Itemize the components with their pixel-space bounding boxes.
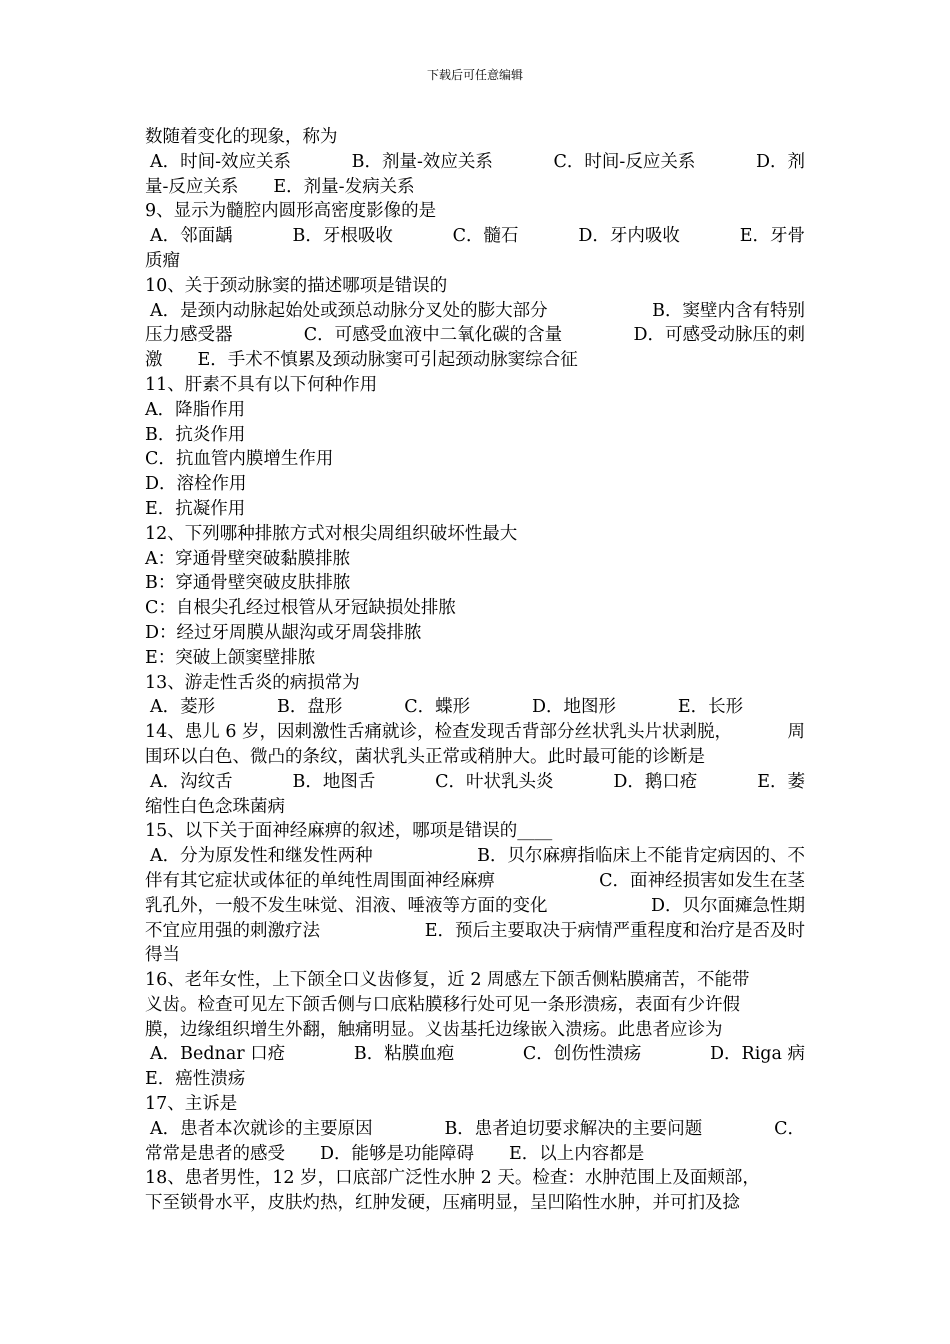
text-line: 13、游走性舌炎的病损常为 (145, 672, 360, 693)
text-line: C：自根尖孔经过根管从牙冠缺损处排脓 (145, 598, 456, 619)
text-segment: E．萎 (757, 771, 805, 792)
text-line: D：经过牙周膜从龈沟或牙周袋排脓 (145, 622, 422, 643)
text-segment: B．盘形 (276, 697, 343, 718)
text-line (145, 1191, 805, 1216)
text-line: C．抗血管内膜增生作用 (145, 449, 334, 470)
text-line (145, 1166, 805, 1191)
text-line (145, 968, 805, 993)
text-segment: 下至锁骨水平，皮肤灼热，红肿发硬，压痛明显，呈凹陷性水肿，并可扪及捻 (145, 1193, 740, 1214)
text-segment: B．牙根吸收 (292, 226, 393, 247)
text-line: A．降脂作用 (145, 399, 246, 420)
text-segment: B．地图舌 (292, 771, 376, 792)
text-segment: B．贝尔麻痹指临床上不能肯定病因的、不 (477, 846, 805, 867)
text-segment: B．窦壁内含有特别 (652, 300, 805, 321)
text-line: 围环以白色、微凸的条纹，菌状乳头正常或稍肿大。此时最可能的诊断是 (145, 746, 705, 767)
text-segment: A．邻面龋 (150, 226, 233, 247)
text-segment: C．时间-反应关系 (553, 151, 696, 172)
text-line: 膜，边缘组织增生外翻，触痛明显。义齿基托边缘嵌入溃疡。此患者应诊为 (145, 1019, 723, 1040)
text-line: D．溶栓作用 (145, 474, 247, 495)
text-segment: D．地图形 (531, 697, 616, 718)
text-segment: 乳孔外，一般不发生味觉、泪液、唾液等方面的变化 (145, 895, 548, 916)
text-segment: D．鹅口疮 (613, 771, 698, 792)
text-segment: D．Riga 病 (709, 1044, 805, 1065)
text-segment: 不宜应用强的刺激疗法 (145, 920, 320, 941)
text-line: B：穿通骨壁突破皮肤排脓 (145, 573, 351, 594)
text-segment: A．分为原发性和继发性两种 (150, 846, 373, 867)
text-segment: 压力感受器 (145, 325, 233, 346)
text-segment: E．长形 (677, 697, 744, 718)
text-segment: C．面神经损害如发生在茎 (599, 870, 805, 891)
text-line (145, 695, 805, 720)
text-line (145, 224, 805, 249)
text-line (145, 919, 805, 944)
page-header: 下载后可任意编辑 (426, 68, 523, 82)
text-line: 15、以下关于面神经麻痹的叙述，哪项是错误的____ (145, 821, 553, 842)
text-line: 量-反应关系 E．剂量-发病关系 (145, 176, 415, 197)
text-segment: 义齿。检查可见左下颌舌侧与口底粘膜移行处可见一条形溃疡，表面有少许假 (145, 994, 740, 1015)
text-segment: A．时间-效应关系 (150, 151, 292, 172)
text-line (145, 869, 805, 894)
document-body (145, 125, 805, 1216)
text-line (145, 323, 805, 348)
text-line: A：穿通骨壁突破黏膜排脓 (145, 548, 351, 569)
text-segment: D．剂 (755, 151, 805, 172)
text-line: 10、关于颈动脉窦的描述哪项是错误的 (145, 275, 448, 296)
text-segment: 18、患者男性，12 岁，口底部广泛性水肿 2 天。检查：水肿范围上及面颊部， (145, 1168, 760, 1189)
text-line (145, 150, 805, 175)
text-line (145, 894, 805, 919)
text-segment: C． (774, 1118, 805, 1139)
text-segment: 14、患儿 6 岁，因刺激性舌痛就诊，检查发现舌背部分丝状乳头片状剥脱， (145, 722, 733, 743)
text-line: E：突破上颌窦壁排脓 (145, 647, 316, 668)
text-segment: C．创伤性溃疡 (522, 1044, 642, 1065)
text-segment: 16、老年女性，上下颌全口义齿修复，近 2 周感左下颌舌侧粘膜痛苦，不能带 (145, 970, 750, 991)
text-segment: C．叶状乳头炎 (435, 771, 554, 792)
text-line: E．抗凝作用 (145, 498, 246, 519)
text-segment: C．可感受血液中二氧化碳的含量 (303, 325, 563, 346)
text-segment: D．牙内吸收 (578, 226, 680, 247)
text-segment: C．蝶形 (404, 697, 471, 718)
text-segment: E．牙骨 (739, 226, 805, 247)
text-segment: D．贝尔面瘫急性期 (650, 895, 805, 916)
text-line (145, 1117, 805, 1142)
text-line: 数随着变化的现象，称为 (145, 127, 338, 147)
text-line (145, 299, 805, 324)
text-line (145, 720, 805, 745)
text-segment: A．沟纹舌 (150, 771, 233, 792)
text-line (145, 1042, 805, 1067)
text-segment: C．髓石 (452, 226, 519, 247)
text-line: 17、主诉是 (145, 1094, 238, 1115)
text-segment: 周 (787, 722, 805, 743)
text-segment: 伴有其它症状或体征的单纯性周围面神经麻痹 (145, 870, 495, 891)
text-line (145, 993, 805, 1018)
text-segment: E．预后主要取决于病情严重程度和治疗是否及时 (424, 920, 805, 941)
text-segment: B．粘膜血疱 (353, 1044, 455, 1065)
text-segment: A．患者本次就诊的主要原因 (150, 1118, 373, 1139)
text-segment: B．患者迫切要求解决的主要问题 (444, 1118, 703, 1139)
text-segment: B．剂量-效应关系 (351, 151, 493, 172)
text-line (145, 770, 805, 795)
text-line (145, 844, 805, 869)
text-line: E．癌性溃疡 (145, 1069, 246, 1090)
text-segment: A．菱形 (150, 697, 216, 718)
text-line: 常常是患者的感受 D．能够是功能障碍 E．以上内容都是 (145, 1143, 645, 1164)
text-segment: A．是颈内动脉起始处或颈总动脉分叉处的膨大部分 (150, 300, 548, 321)
text-line: 质瘤 (145, 250, 180, 271)
text-line: 得当 (145, 945, 180, 966)
text-line: 12、下列哪种排脓方式对根尖周组织破坏性最大 (145, 523, 518, 544)
text-segment: A．Bednar 口疮 (150, 1044, 286, 1065)
text-line: 激 E．手术不慎累及颈动脉窦可引起颈动脉窦综合征 (145, 350, 578, 371)
text-line: B．抗炎作用 (145, 424, 246, 445)
text-line: 9、显示为髓腔内圆形高密度影像的是 (145, 201, 437, 222)
text-line: 缩性白色念珠菌病 (145, 796, 285, 817)
text-line: 11、肝素不具有以下何种作用 (145, 374, 378, 395)
text-segment: D．可感受动脉压的刺 (633, 325, 805, 346)
